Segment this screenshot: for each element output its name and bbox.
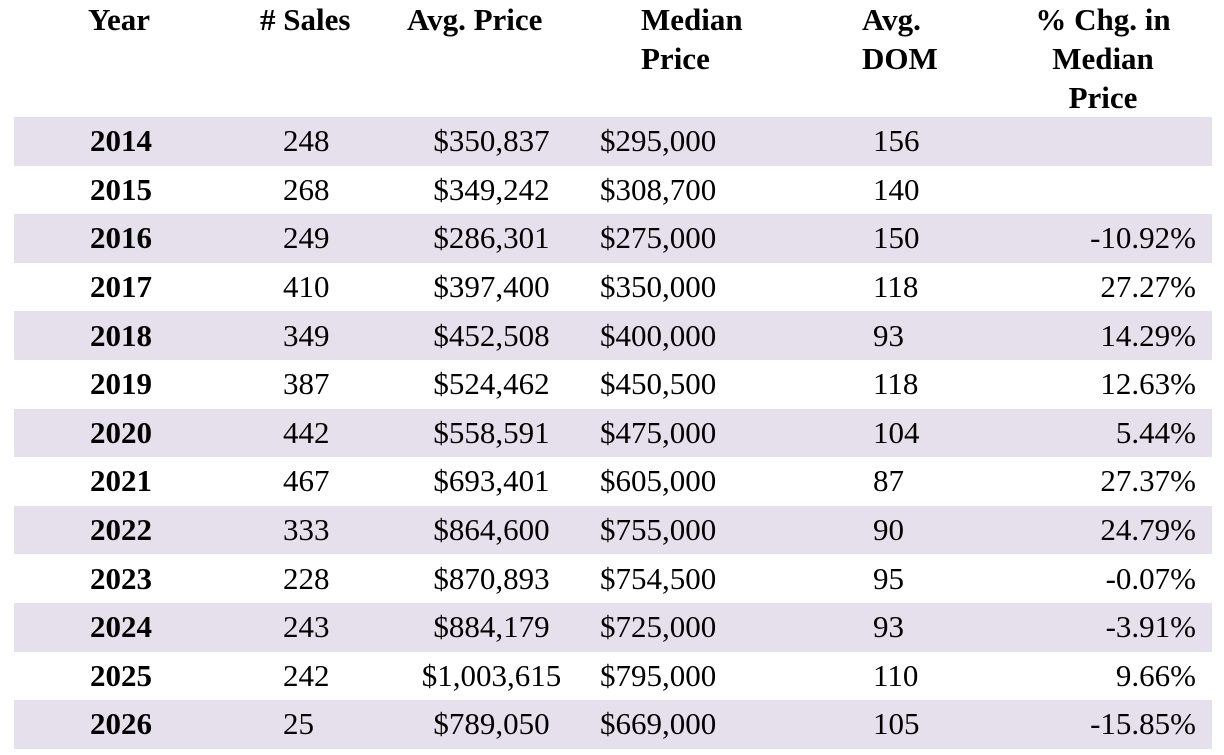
cell-year: 2021 bbox=[90, 463, 152, 499]
cell-avg-dom: 104 bbox=[807, 409, 994, 458]
cell-pct-change bbox=[994, 166, 1212, 215]
cell-sales: 349 bbox=[230, 311, 404, 360]
cell-avg-dom: 93 bbox=[807, 311, 994, 360]
header-line: Price bbox=[1068, 80, 1138, 115]
table-row bbox=[14, 700, 1212, 749]
cell-median-price: $669,000 bbox=[579, 700, 807, 749]
header-year bbox=[14, 0, 230, 117]
cell-median-price: $754,500 bbox=[600, 560, 717, 596]
cell-sales: 248 bbox=[230, 117, 404, 166]
cell-avg-price: $1,003,615 bbox=[421, 657, 562, 693]
header-line: Price bbox=[641, 41, 710, 76]
cell-avg-dom: 110 bbox=[873, 657, 919, 693]
header-avg-price bbox=[404, 0, 579, 117]
cell-pct-change: -15.85% bbox=[994, 700, 1212, 749]
cell-avg-price: $693,401 bbox=[433, 463, 550, 499]
cell-year: 2017 bbox=[90, 269, 152, 305]
header-line: Median bbox=[641, 2, 743, 37]
cell-avg-dom: 118 bbox=[873, 366, 919, 402]
cell-avg-dom: 105 bbox=[807, 700, 994, 749]
cell-median-price: $795,000 bbox=[600, 657, 717, 693]
cell-sales: 333 bbox=[230, 506, 404, 555]
cell-sales: 442 bbox=[230, 409, 404, 458]
cell-avg-price: $452,508 bbox=[404, 311, 579, 360]
cell-sales: 387 bbox=[283, 366, 330, 402]
table-row bbox=[14, 506, 1212, 555]
header-line: Avg. Price bbox=[407, 2, 543, 37]
cell-pct-change: -10.92% bbox=[994, 214, 1212, 263]
header-line: Year bbox=[88, 2, 150, 37]
cell-sales: 242 bbox=[283, 657, 330, 693]
cell-avg-price: $350,837 bbox=[404, 117, 579, 166]
header-sales bbox=[230, 0, 404, 117]
cell-avg-price: $349,242 bbox=[433, 171, 550, 207]
header-median-price bbox=[579, 0, 807, 117]
header-pct-change bbox=[994, 0, 1212, 117]
table-row bbox=[14, 409, 1212, 458]
table-row bbox=[14, 554, 1212, 603]
cell-avg-dom: 90 bbox=[807, 506, 994, 555]
cell-year: 2026 bbox=[14, 700, 230, 749]
cell-sales: 228 bbox=[283, 560, 330, 596]
cell-median-price: $725,000 bbox=[579, 603, 807, 652]
header-line: DOM bbox=[862, 41, 938, 76]
cell-year: 2024 bbox=[14, 603, 230, 652]
header-row bbox=[14, 0, 1212, 117]
cell-pct-change: 12.63% bbox=[1100, 366, 1196, 402]
cell-avg-price: $286,301 bbox=[404, 214, 579, 263]
cell-year: 2014 bbox=[14, 117, 230, 166]
cell-avg-dom: 156 bbox=[807, 117, 994, 166]
cell-avg-price: $789,050 bbox=[404, 700, 579, 749]
table-row bbox=[14, 117, 1212, 166]
cell-median-price: $350,000 bbox=[600, 269, 717, 305]
table-header bbox=[14, 0, 1212, 117]
cell-sales: 249 bbox=[230, 214, 404, 263]
header-line: # Sales bbox=[260, 2, 351, 37]
table-body bbox=[14, 117, 1212, 749]
cell-median-price: $755,000 bbox=[579, 506, 807, 555]
cell-median-price: $295,000 bbox=[579, 117, 807, 166]
header-line: Avg. bbox=[862, 2, 921, 37]
cell-year: 2019 bbox=[90, 366, 152, 402]
cell-avg-price: $524,462 bbox=[433, 366, 550, 402]
table-row bbox=[14, 166, 1212, 215]
cell-pct-change: 9.66% bbox=[1115, 657, 1196, 693]
table-row bbox=[14, 263, 1212, 312]
cell-sales: 25 bbox=[230, 700, 404, 749]
cell-year: 2022 bbox=[14, 506, 230, 555]
table-row bbox=[14, 214, 1212, 263]
cell-median-price: $275,000 bbox=[579, 214, 807, 263]
cell-pct-change bbox=[994, 117, 1212, 166]
table-row bbox=[14, 360, 1212, 409]
cell-avg-dom: 118 bbox=[873, 269, 919, 305]
cell-avg-price: $558,591 bbox=[404, 409, 579, 458]
cell-median-price: $308,700 bbox=[600, 171, 717, 207]
cell-sales: 243 bbox=[230, 603, 404, 652]
header-avg-dom bbox=[807, 0, 994, 117]
table-row bbox=[14, 652, 1212, 701]
cell-median-price: $450,500 bbox=[600, 366, 717, 402]
cell-pct-change: -3.91% bbox=[994, 603, 1212, 652]
cell-avg-dom: 93 bbox=[807, 603, 994, 652]
cell-pct-change: -0.07% bbox=[1105, 560, 1196, 596]
table-row bbox=[14, 457, 1212, 506]
cell-median-price: $605,000 bbox=[600, 463, 717, 499]
cell-avg-dom: 87 bbox=[873, 463, 904, 499]
cell-median-price: $475,000 bbox=[579, 409, 807, 458]
table-row bbox=[14, 603, 1212, 652]
cell-sales: 467 bbox=[283, 463, 330, 499]
cell-pct-change: 27.27% bbox=[1100, 269, 1196, 305]
cell-median-price: $400,000 bbox=[579, 311, 807, 360]
cell-year: 2016 bbox=[14, 214, 230, 263]
cell-pct-change: 5.44% bbox=[994, 409, 1212, 458]
cell-pct-change: 27.37% bbox=[1100, 463, 1196, 499]
sales-history-table bbox=[14, 0, 1212, 749]
cell-avg-dom: 140 bbox=[873, 171, 920, 207]
cell-sales: 268 bbox=[283, 171, 330, 207]
cell-year: 2020 bbox=[14, 409, 230, 458]
cell-avg-price: $864,600 bbox=[404, 506, 579, 555]
cell-pct-change: 24.79% bbox=[994, 506, 1212, 555]
header-line: % Chg. in bbox=[1035, 2, 1171, 37]
cell-year: 2018 bbox=[14, 311, 230, 360]
table-row bbox=[14, 311, 1212, 360]
cell-year: 2023 bbox=[90, 560, 152, 596]
cell-avg-price: $397,400 bbox=[433, 269, 550, 305]
header-line: Median bbox=[1052, 41, 1154, 76]
cell-avg-dom: 95 bbox=[873, 560, 904, 596]
cell-year: 2025 bbox=[90, 657, 152, 693]
cell-pct-change: 14.29% bbox=[994, 311, 1212, 360]
cell-sales: 410 bbox=[283, 269, 330, 305]
cell-avg-price: $870,893 bbox=[433, 560, 550, 596]
cell-avg-dom: 150 bbox=[807, 214, 994, 263]
cell-avg-price: $884,179 bbox=[404, 603, 579, 652]
cell-year: 2015 bbox=[90, 171, 152, 207]
